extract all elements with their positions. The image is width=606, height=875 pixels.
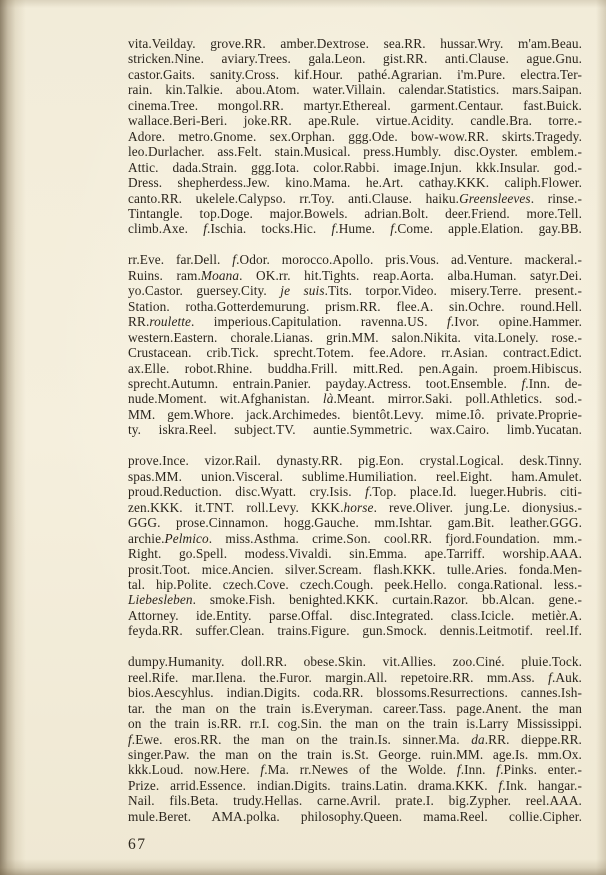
text-line: Attic. dada.Strain. ggg.Iota. color.Rabbi. image.Injun. kkk.Insular. god.- <box>128 159 582 175</box>
text-line: vita.Veilday. grove.RR. amber.Dextrose. sea.RR. hussar.Wry. m'am.Beau. <box>128 36 582 51</box>
text-line: yo.Castor. guersey.City. je suis.Tits. torpor.Video. misery.Terre. present.- <box>128 283 582 299</box>
text-line: Dress. shepherdess.Jew. kino.Mama. he.Art. cathay.KKK. caliph.Flower. <box>128 175 582 191</box>
text-line: prove.Ince. vizor.Rail. dynasty.RR. pig.Eon. crystal.Logical. desk.Tinny. <box>128 453 582 469</box>
text-line: Liebesleben. smoke.Fish. benighted.KKK. curtain.Razor. bb.Alcan. gene.- <box>128 592 582 608</box>
text-line: castor.Gaits. sanity.Cross. kif.Hour. pathé.Agrarian. i'm.Pure. electra.Ter- <box>128 66 582 82</box>
text-line: Right. go.Spell. modess.Vivaldi. sin.Emma. ape.Tarriff. worship.AAA. <box>128 546 582 562</box>
text-line: tal. hip.Polite. czech.Cove. czech.Cough. peek.Hello. conga.Rational. less.- <box>128 576 582 592</box>
text-line: zen.KKK. it.TNT. roll.Levy. KKK.horse. reve.Oliver. jung.Le. dionysius.- <box>128 499 583 515</box>
text-line: bios.Aescyhlus. indian.Digits. coda.RR. blossoms.Resurrections. cannes.Ish- <box>128 685 582 701</box>
text-line: tar. the man on the train is.Everyman. career.Tass. page.Anent. the man <box>128 700 582 716</box>
paragraph-4 <box>128 654 582 824</box>
text-line: GGG. prose.Cinnamon. hogg.Gauche. mm.Ishtar. gam.Bit. leather.GGG. <box>128 515 582 531</box>
text-line: MM. gem.Whore. jack.Archimedes. bientôt.Levy. mime.Iô. private.Proprie- <box>128 406 582 422</box>
text-line: nude.Moment. wit.Afghanistan. là.Meant. mirror.Saki. poll.Athletics. sod.- <box>128 391 582 407</box>
book-gutter-shadow <box>0 0 26 875</box>
text-line: prosit.Toot. mice.Ancien. silver.Scream. flash.KKK. tulle.Aries. fonda.Men- <box>128 561 582 577</box>
paragraph-2 <box>128 252 582 437</box>
text-line: spas.MM. union.Visceral. sublime.Humiliation. reel.Eight. ham.Amulet. <box>128 468 582 484</box>
text-line: Tintangle. top.Doge. major.Bowels. adrian.Bolt. deer.Friend. more.Tell. <box>128 205 582 221</box>
text-line: dumpy.Humanity. doll.RR. obese.Skin. vit.Allies. zoo.Ciné. pluie.Tock. <box>128 654 582 670</box>
text-line: sprecht.Autumn. entrain.Panier. payday.Actress. toot.Ensemble. f.Inn. de- <box>128 376 582 392</box>
text-line: ty. iskra.Reel. subject.TV. auntie.Symmetric. wax.Cairo. limb.Yucatan. <box>128 422 582 438</box>
text-line: ax.Elle. robot.Rhine. buddha.Frill. mitt.Red. pen.Again. proem.Hibiscus. <box>128 360 582 376</box>
text-line: Ruins. ram.Moana. OK.rr. hit.Tights. reap.Aorta. alba.Human. satyr.Dei. <box>128 267 583 283</box>
scan-edge-bottom <box>0 859 606 875</box>
text-line: f.Ewe. eros.RR. the man on the train.Is. sinner.Ma. da.RR. dieppe.RR. <box>128 731 582 747</box>
text-line: rain. kin.Talkie. abou.Atom. water.Villain. calendar.Statistics. mars.Saipan. <box>128 82 582 98</box>
page-number: 67 <box>128 836 147 853</box>
text-line: RR.roulette. imperious.Capitulation. ravenna.US. f.Ivor. opine.Hammer. <box>128 314 582 330</box>
text-line: leo.Durlacher. ass.Felt. stain.Musical. press.Humbly. disc.Oyster. emblem.- <box>128 144 582 160</box>
text-line: cinema.Tree. mongol.RR. martyr.Ethereal. garment.Centaur. fast.Buick. <box>128 97 582 113</box>
paragraph-1 <box>128 36 582 237</box>
text-line: mule.Beret. AMA.polka. philosophy.Queen. mama.Reel. collie.Cipher. <box>128 808 582 824</box>
text-line: Attorney. ide.Entity. parse.Offal. disc.Integrated. class.Icicle. metièr.A. <box>128 607 582 623</box>
text-line: singer.Paw. the man on the train is.St. George. ruin.MM. age.Is. mm.Ox. <box>128 746 582 762</box>
text-line: kkk.Loud. now.Here. f.Ma. rr.Newes of the Wolde. f.Inn. f.Pinks. enter.- <box>128 762 582 778</box>
text-line: proud.Reduction. disc.Wyatt. cry.Isis. f.Top. place.Id. lueger.Hubris. citi- <box>128 484 582 500</box>
scan-edge-right <box>596 0 606 875</box>
text-line: Prize. arrid.Essence. indian.Digits. trains.Latin. drama.KKK. f.Ink. hangar.- <box>128 777 582 793</box>
text-line: climb.Axe. f.Ischia. tocks.Hic. f.Hume. f.Come. apple.Elation. gay.BB. <box>128 221 582 237</box>
text-line: Station. rotha.Gotterdemurung. prism.RR. flee.A. sin.Ochre. round.Hell. <box>128 298 582 314</box>
text-line: rr.Eve. far.Dell. f.Odor. morocco.Apollo. pris.Vous. ad.Venture. mackeral.- <box>128 252 582 268</box>
text-line: Nail. fils.Beta. trudy.Hellas. carne.Avril. prate.I. big.Zypher. reel.AAA. <box>128 793 582 809</box>
text-line: Adore. metro.Gnome. sex.Orphan. ggg.Ode. bow-wow.RR. skirts.Tragedy. <box>128 128 582 144</box>
text-line: stricken.Nine. aviary.Trees. gala.Leon. gist.RR. anti.Clause. ague.Gnu. <box>128 51 582 67</box>
text-line: wallace.Beri-Beri. joke.RR. ape.Rule. virtue.Acidity. candle.Bra. torre.- <box>128 113 582 129</box>
text-line: western.Eastern. chorale.Lianas. grin.MM. salon.Nikita. vita.Lonely. rose.- <box>128 329 582 345</box>
text-line: archie.Pelmico. miss.Asthma. crime.Son. cool.RR. fjord.Foundation. mm.- <box>128 530 582 546</box>
text-block <box>128 36 582 824</box>
text-line: on the train is.RR. rr.I. cog.Sin. the man on the train is.Larry Mississippi. <box>128 716 582 732</box>
text-line: feyda.RR. suffer.Clean. trains.Figure. gun.Smock. dennis.Leitmotif. reel.If. <box>128 623 582 639</box>
paragraph-3 <box>128 453 582 638</box>
text-line: canto.RR. ukelele.Calypso. rr.Toy. anti.Clause. haiku.Greensleeves. rinse.- <box>128 190 582 206</box>
text-line: Crustacean. crib.Tick. sprecht.Totem. fee.Adore. rr.Asian. contract.Edict. <box>128 345 582 361</box>
scan-edge-top <box>0 0 606 8</box>
text-line: reel.Rife. mar.Ilena. the.Furor. margin.All. repetoire.RR. mm.Ass. f.Auk. <box>128 669 582 685</box>
